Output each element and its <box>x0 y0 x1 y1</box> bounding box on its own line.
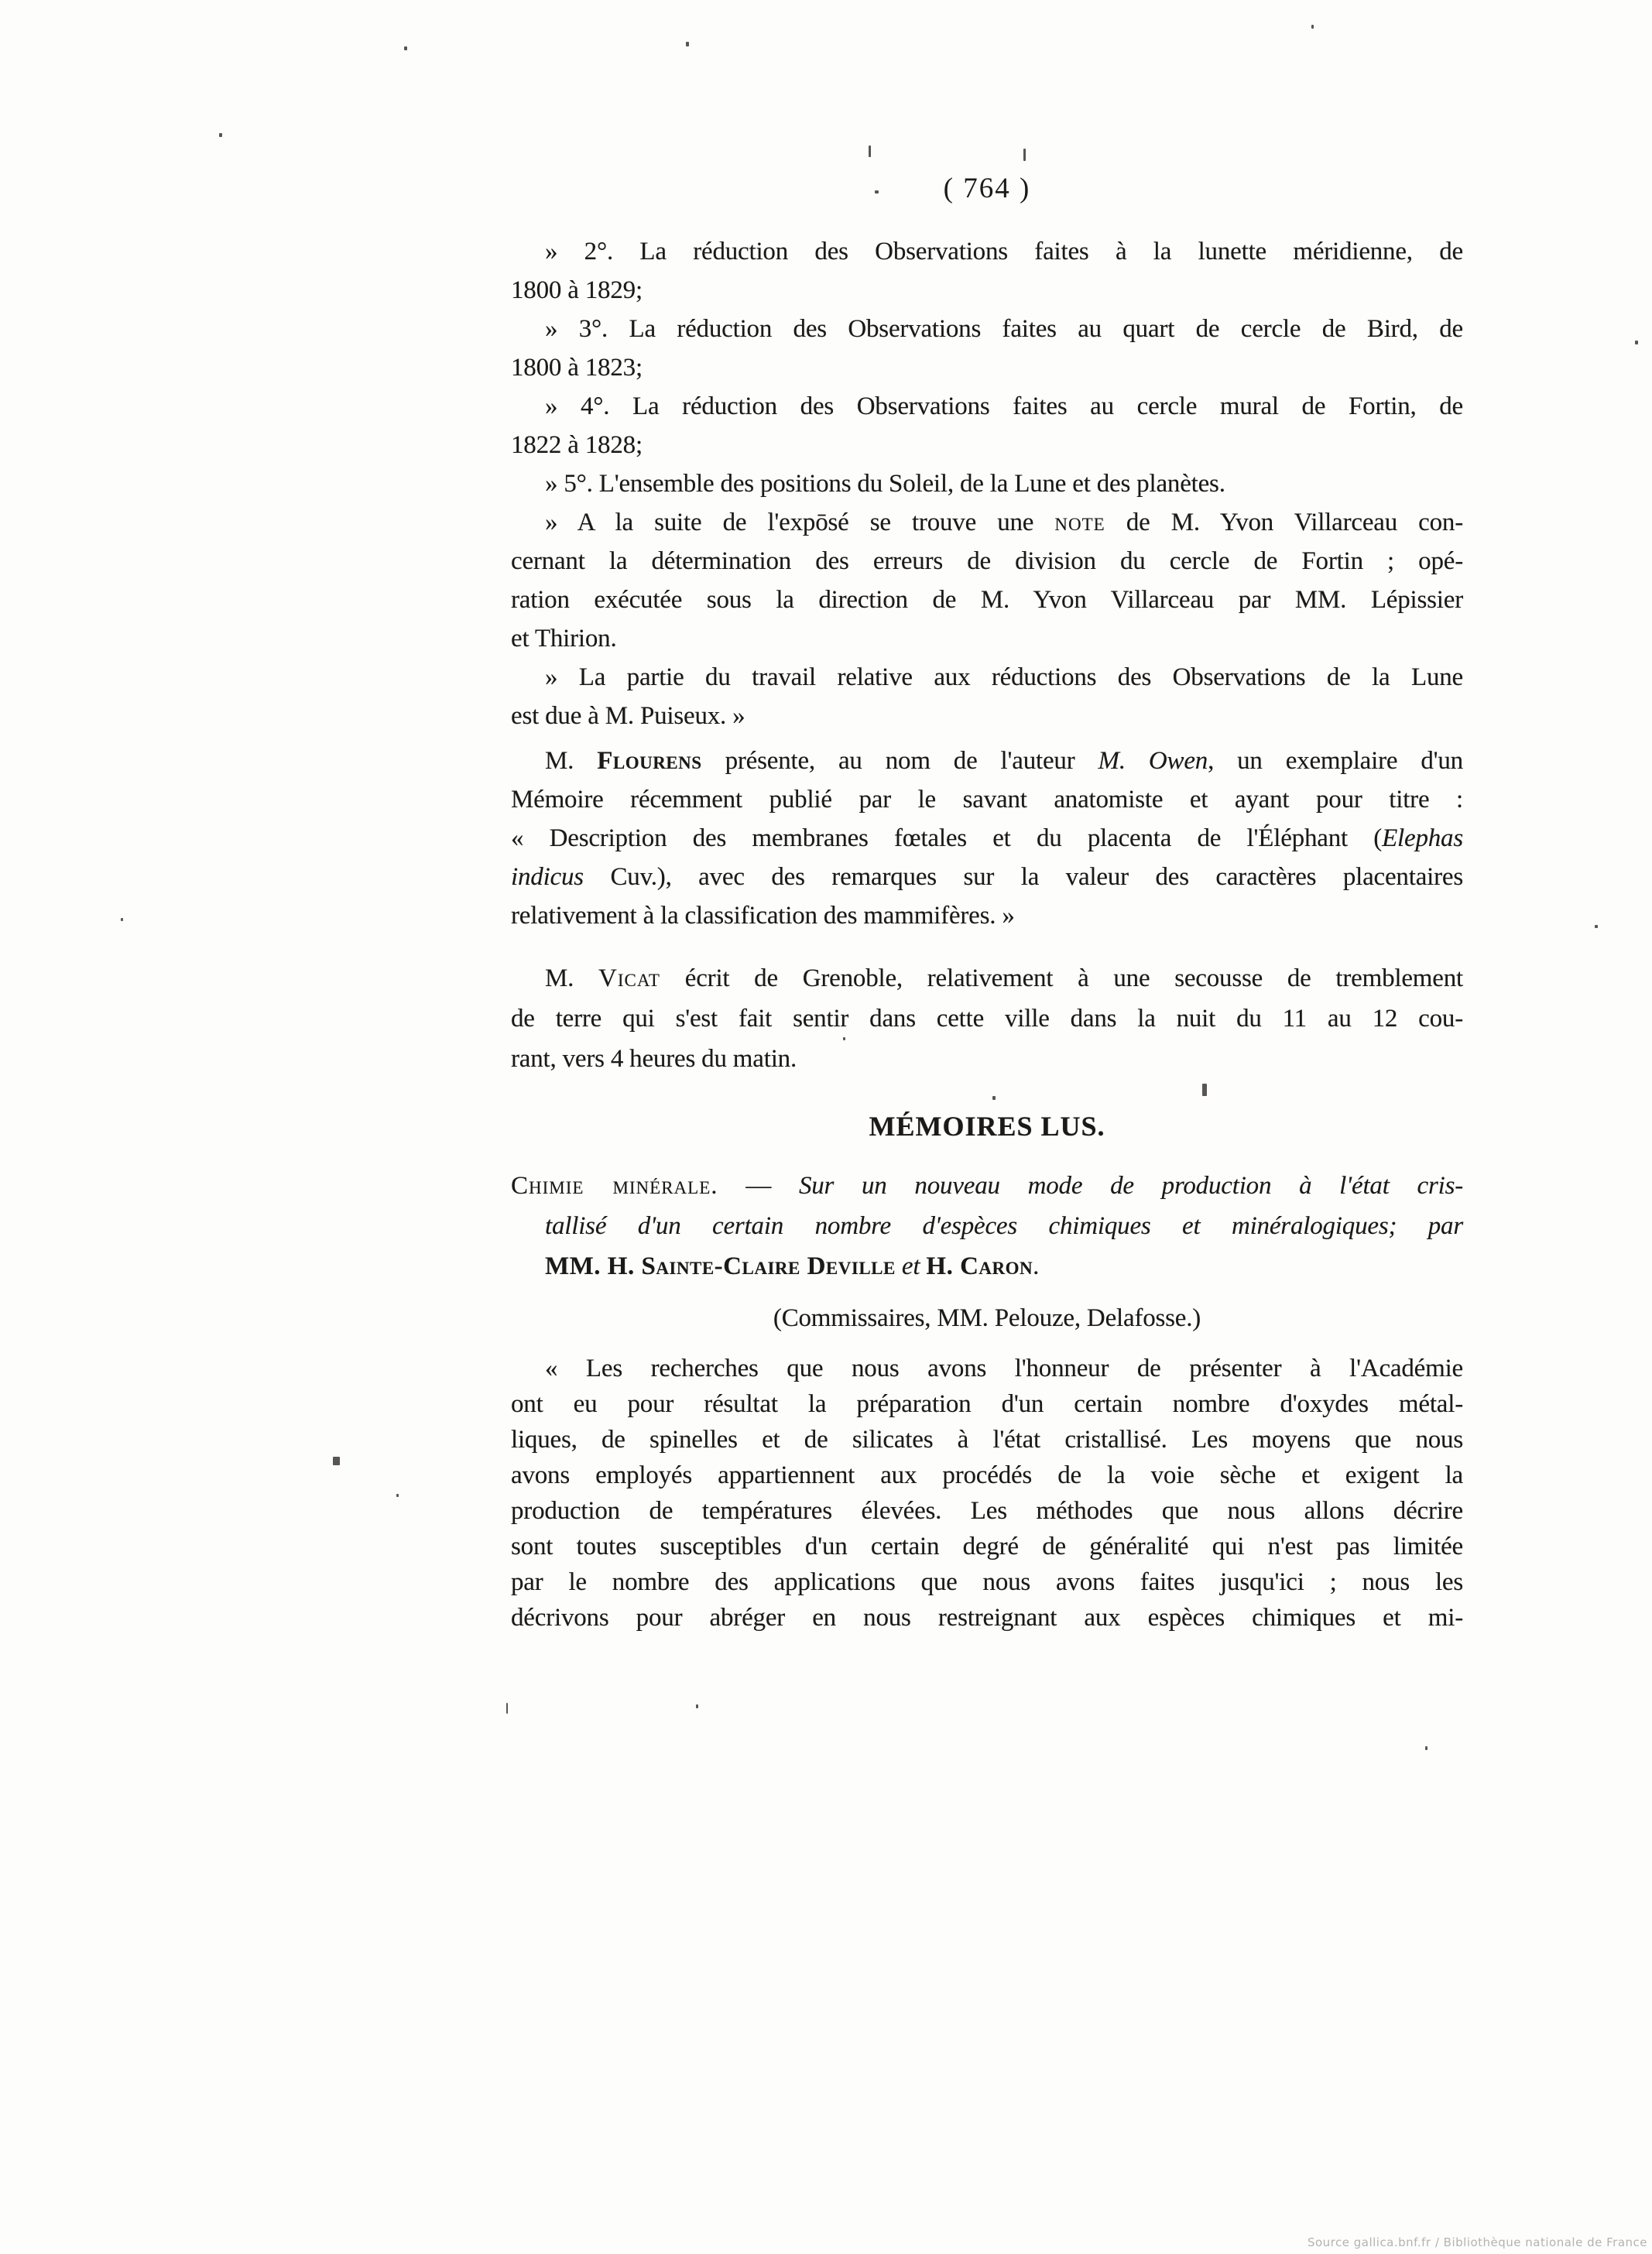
text-column <box>511 0 1463 2254</box>
scan-speck <box>1595 925 1598 928</box>
text-segment: ration exécutée sous la direction de M. Yvon Villarceau par MM. Lépissier <box>511 586 1463 614</box>
text-line <box>511 958 1463 999</box>
text-segment: » 3°. La réduction des Observations faites au quart de cercle de Bird, de <box>545 315 1463 343</box>
text-line <box>511 1458 1463 1493</box>
text-segment: Vicat <box>598 964 660 992</box>
text-segment: cernant la détermination des erreurs de division du cercle de Fortin ; opé- <box>511 547 1463 575</box>
text-segment: — <box>718 1172 799 1200</box>
scan-speck <box>404 46 407 50</box>
text-segment: présente, au nom de l'auteur <box>701 747 1098 775</box>
text-segment: production de températures élevées. Les méthodes que nous allons décrire <box>511 1497 1463 1525</box>
text-segment: ont eu pour résultat la préparation d'un certain nombre d'oxydes métal- <box>511 1390 1463 1418</box>
text-line <box>511 1422 1463 1458</box>
text-line <box>511 1246 1463 1286</box>
text-segment: Chimie minérale. <box>511 1172 718 1200</box>
paragraph-chimie-minerale-title <box>511 1166 1463 1286</box>
text-line <box>511 697 1463 735</box>
text-segment: rant, vers 4 heures du matin. <box>511 1045 797 1073</box>
paragraph-les-recherches <box>511 1351 1463 1636</box>
text-segment: et <box>901 1252 920 1280</box>
text-line <box>511 1493 1463 1529</box>
text-segment: « Les recherches que nous avons l'honneur de présenter à l'Académie <box>545 1355 1463 1382</box>
text-segment: (Commissaires, MM. Pelouze, Delafosse.) <box>773 1304 1201 1332</box>
text-segment: Mémoire récemment publié par le savant anatomiste et ayant pour titre : <box>511 786 1463 814</box>
text-segment: . <box>1033 1252 1040 1280</box>
text-segment: M. <box>545 964 598 992</box>
text-segment: Flourens <box>597 747 702 775</box>
text-segment: » A la suite de l'expōsé se trouve une <box>545 509 1055 536</box>
text-line <box>511 780 1463 819</box>
text-line <box>511 1564 1463 1600</box>
text-segment: tallisé d'un certain nombre d'espèces chimiques et minéralogiques; par <box>545 1212 1463 1240</box>
text-line <box>511 271 1463 310</box>
text-segment: note <box>1054 509 1105 536</box>
text-line <box>511 742 1463 780</box>
text-line <box>511 1351 1463 1386</box>
text-segment: et Thirion. <box>511 625 617 653</box>
text-segment: 1800 à 1823; <box>511 354 643 382</box>
text-line <box>511 1039 1463 1079</box>
text-line <box>511 896 1463 935</box>
text-segment: de M. Yvon Villarceau con- <box>1105 509 1463 536</box>
text-line <box>511 1206 1463 1246</box>
text-line <box>511 387 1463 426</box>
text-segment: relativement à la classification des mammifères. » <box>511 902 1015 930</box>
scan-speck <box>219 133 222 137</box>
scan-speck <box>333 1457 340 1465</box>
text-segment: H. Caron <box>926 1252 1033 1280</box>
text-segment: écrit de Grenoble, relativement à une secousse de tremblement <box>660 964 1463 992</box>
text-segment: M. Owen <box>1098 747 1208 775</box>
text-line <box>511 348 1463 387</box>
text-line <box>511 1600 1463 1636</box>
text-segment: Sur un nouveau mode de production à l'état cris- <box>798 1172 1463 1200</box>
text-line <box>511 619 1463 658</box>
scan-speck <box>506 1703 508 1714</box>
text-segment: 1822 à 1828; <box>511 431 643 459</box>
text-line <box>511 858 1463 896</box>
paragraph-group-observations <box>511 232 1463 735</box>
text-segment: liques, de spinelles et de silicates à l'état cristallisé. Les moyens que nous <box>511 1426 1463 1454</box>
text-segment: » La partie du travail relative aux réductions des Observations de la Lune <box>545 663 1463 691</box>
text-line <box>511 464 1463 503</box>
text-segment: décrivons pour abréger en nous restreignant aux espèces chimiques et mi- <box>511 1604 1463 1632</box>
paragraph-vicat <box>511 958 1463 1079</box>
text-line <box>511 658 1463 697</box>
text-line <box>511 542 1463 581</box>
text-line <box>511 581 1463 619</box>
text-segment: M. <box>545 747 598 775</box>
scan-speck <box>121 918 123 921</box>
text-line <box>511 999 1463 1039</box>
text-segment: MM. H. Sainte-Claire Deville <box>545 1252 896 1280</box>
text-segment: indicus <box>511 863 584 891</box>
text-line <box>511 1166 1463 1206</box>
text-segment: , un exemplaire d'un <box>1208 747 1463 775</box>
text-segment: 1800 à 1829; <box>511 276 643 304</box>
text-segment: Elephas <box>1382 824 1463 852</box>
section-heading-memoires-lus: MÉMOIRES LUS. <box>869 1111 1105 1142</box>
text-segment: de terre qui s'est fait sentir dans cette ville dans la nuit du 11 au 12 cou- <box>511 1005 1463 1033</box>
line-commissaires <box>511 1299 1463 1338</box>
text-line <box>511 232 1463 271</box>
text-segment: » 2°. La réduction des Observations faites à la lunette méridienne, de <box>545 238 1463 265</box>
text-line <box>511 426 1463 464</box>
text-line <box>511 310 1463 348</box>
text-segment <box>896 1252 902 1280</box>
text-line <box>511 503 1463 542</box>
text-segment: par le nombre des applications que nous avons faites jusqu'ici ; nous les <box>511 1568 1463 1596</box>
page-number: ( 764 ) <box>943 173 1031 204</box>
source-attribution: Source gallica.bnf.fr / Bibliothèque nationale de France <box>1307 2235 1647 2249</box>
text-segment: est due à M. Puiseux. » <box>511 702 745 730</box>
text-segment: Cuv.), avec des remarques sur la valeur des caractères placentaires <box>583 863 1463 891</box>
text-line <box>511 1299 1463 1338</box>
text-line <box>511 1386 1463 1422</box>
scan-speck <box>1635 341 1638 344</box>
text-segment: « Description des membranes fœtales et du placenta de l'Éléphant ( <box>511 824 1383 852</box>
paragraph-flourens <box>511 742 1463 935</box>
text-segment: » 4°. La réduction des Observations faites au cercle mural de Fortin, de <box>545 392 1463 420</box>
text-segment: sont toutes susceptibles d'un certain degré de généralité qui n'est pas limitée <box>511 1533 1463 1560</box>
scan-speck <box>396 1494 399 1497</box>
text-line <box>511 1529 1463 1564</box>
text-segment: avons employés appartiennent aux procédés de la voie sèche et exigent la <box>511 1461 1463 1489</box>
text-line <box>511 819 1463 858</box>
text-segment: » 5°. L'ensemble des positions du Soleil, de la Lune et des planètes. <box>545 470 1225 498</box>
